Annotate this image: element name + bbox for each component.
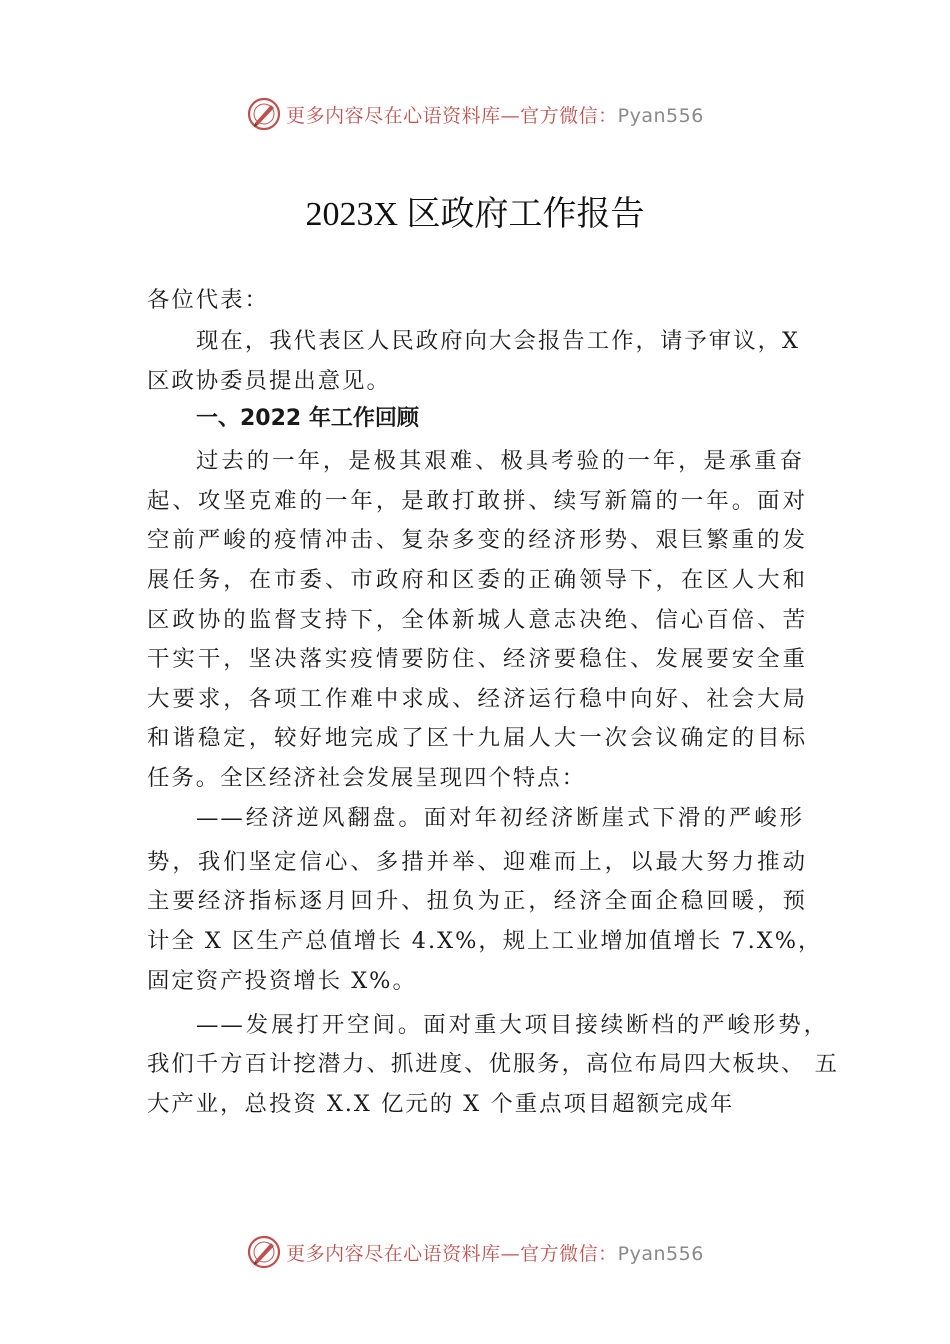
salutation: 各位代表： [147, 287, 269, 313]
watermark-text [286, 1239, 704, 1266]
paragraph-line: 干实干，坚决落实疫情要防住、经济要稳住、发展要安全重 [147, 646, 807, 672]
paragraph-line: 过去的一年，是极其艰难、极具考验的一年，是承重奋 [196, 448, 804, 474]
intro-line: 区政协委员提出意见。 [147, 368, 391, 394]
header-watermark [0, 92, 950, 136]
watermark-account: Pyan556 [617, 104, 704, 127]
watermark-prefix: 更多内容尽在心语资料库—官方微信： [286, 1242, 618, 1265]
paragraph-line: 空前严峻的疫情冲击、复杂多变的经济形势、艰巨繁重的发 [147, 527, 807, 553]
paragraph-line: ——发展打开空间。面对重大项目接续断档的严峻形势， [196, 1012, 828, 1038]
paragraph-line: 和谐稳定，较好地完成了区十九届人大一次会议确定的目标 [147, 725, 807, 751]
paragraph-line: 固定资产投资增长 X%。 [147, 968, 417, 994]
paragraph-line: ——经济逆风翻盘。面对年初经济断崖式下滑的严峻形 [196, 805, 804, 831]
paragraph-line: 主要经济指标逐月回升、扭负为正，经济全面企稳回暖，预 [147, 888, 807, 914]
paragraph-line: 大产业，总投资 X.X 亿元的 X 个重点项目超额完成年 [147, 1091, 735, 1117]
section-heading: 一、2022 年工作回顾 [196, 406, 419, 431]
paragraph-line: 任务。全区经济社会发展呈现四个特点： [147, 765, 587, 791]
paragraph-line: 我们千方百计挖潜力、抓进度、优服务，高位布局四大板块、 五 [147, 1051, 840, 1077]
watermark-prefix: 更多内容尽在心语资料库—官方微信： [286, 104, 618, 127]
paragraph-line: 起、攻坚克难的一年，是敢打敢拼、续写新篇的一年。面对 [147, 488, 807, 514]
footer-watermark [0, 1230, 950, 1274]
watermark-account: Pyan556 [617, 1242, 704, 1265]
pen-circle-icon [246, 1234, 282, 1270]
paragraph-line: 区政协的监督支持下，全体新城人意志决绝、信心百倍、苦 [147, 607, 807, 633]
document-title: 2023X 区政府工作报告 [305, 196, 645, 233]
pen-circle-icon [246, 96, 282, 132]
watermark-text [286, 101, 704, 128]
paragraph-line: 势，我们坚定信心、多措并举、迎难而上，以最大努力推动 [147, 849, 807, 875]
paragraph-line: 大要求，各项工作难中求成、经济运行稳中向好、社会大局 [147, 686, 807, 712]
paragraph-line: 展任务，在市委、市政府和区委的正确领导下，在区人大和 [147, 567, 807, 593]
intro-line: 现在，我代表区人民政府向大会报告工作，请予审议，X [196, 328, 800, 354]
paragraph-line: 计全 X 区生产总值增长 4.X%，规上工业增加值增长 7.X%， [147, 928, 823, 954]
